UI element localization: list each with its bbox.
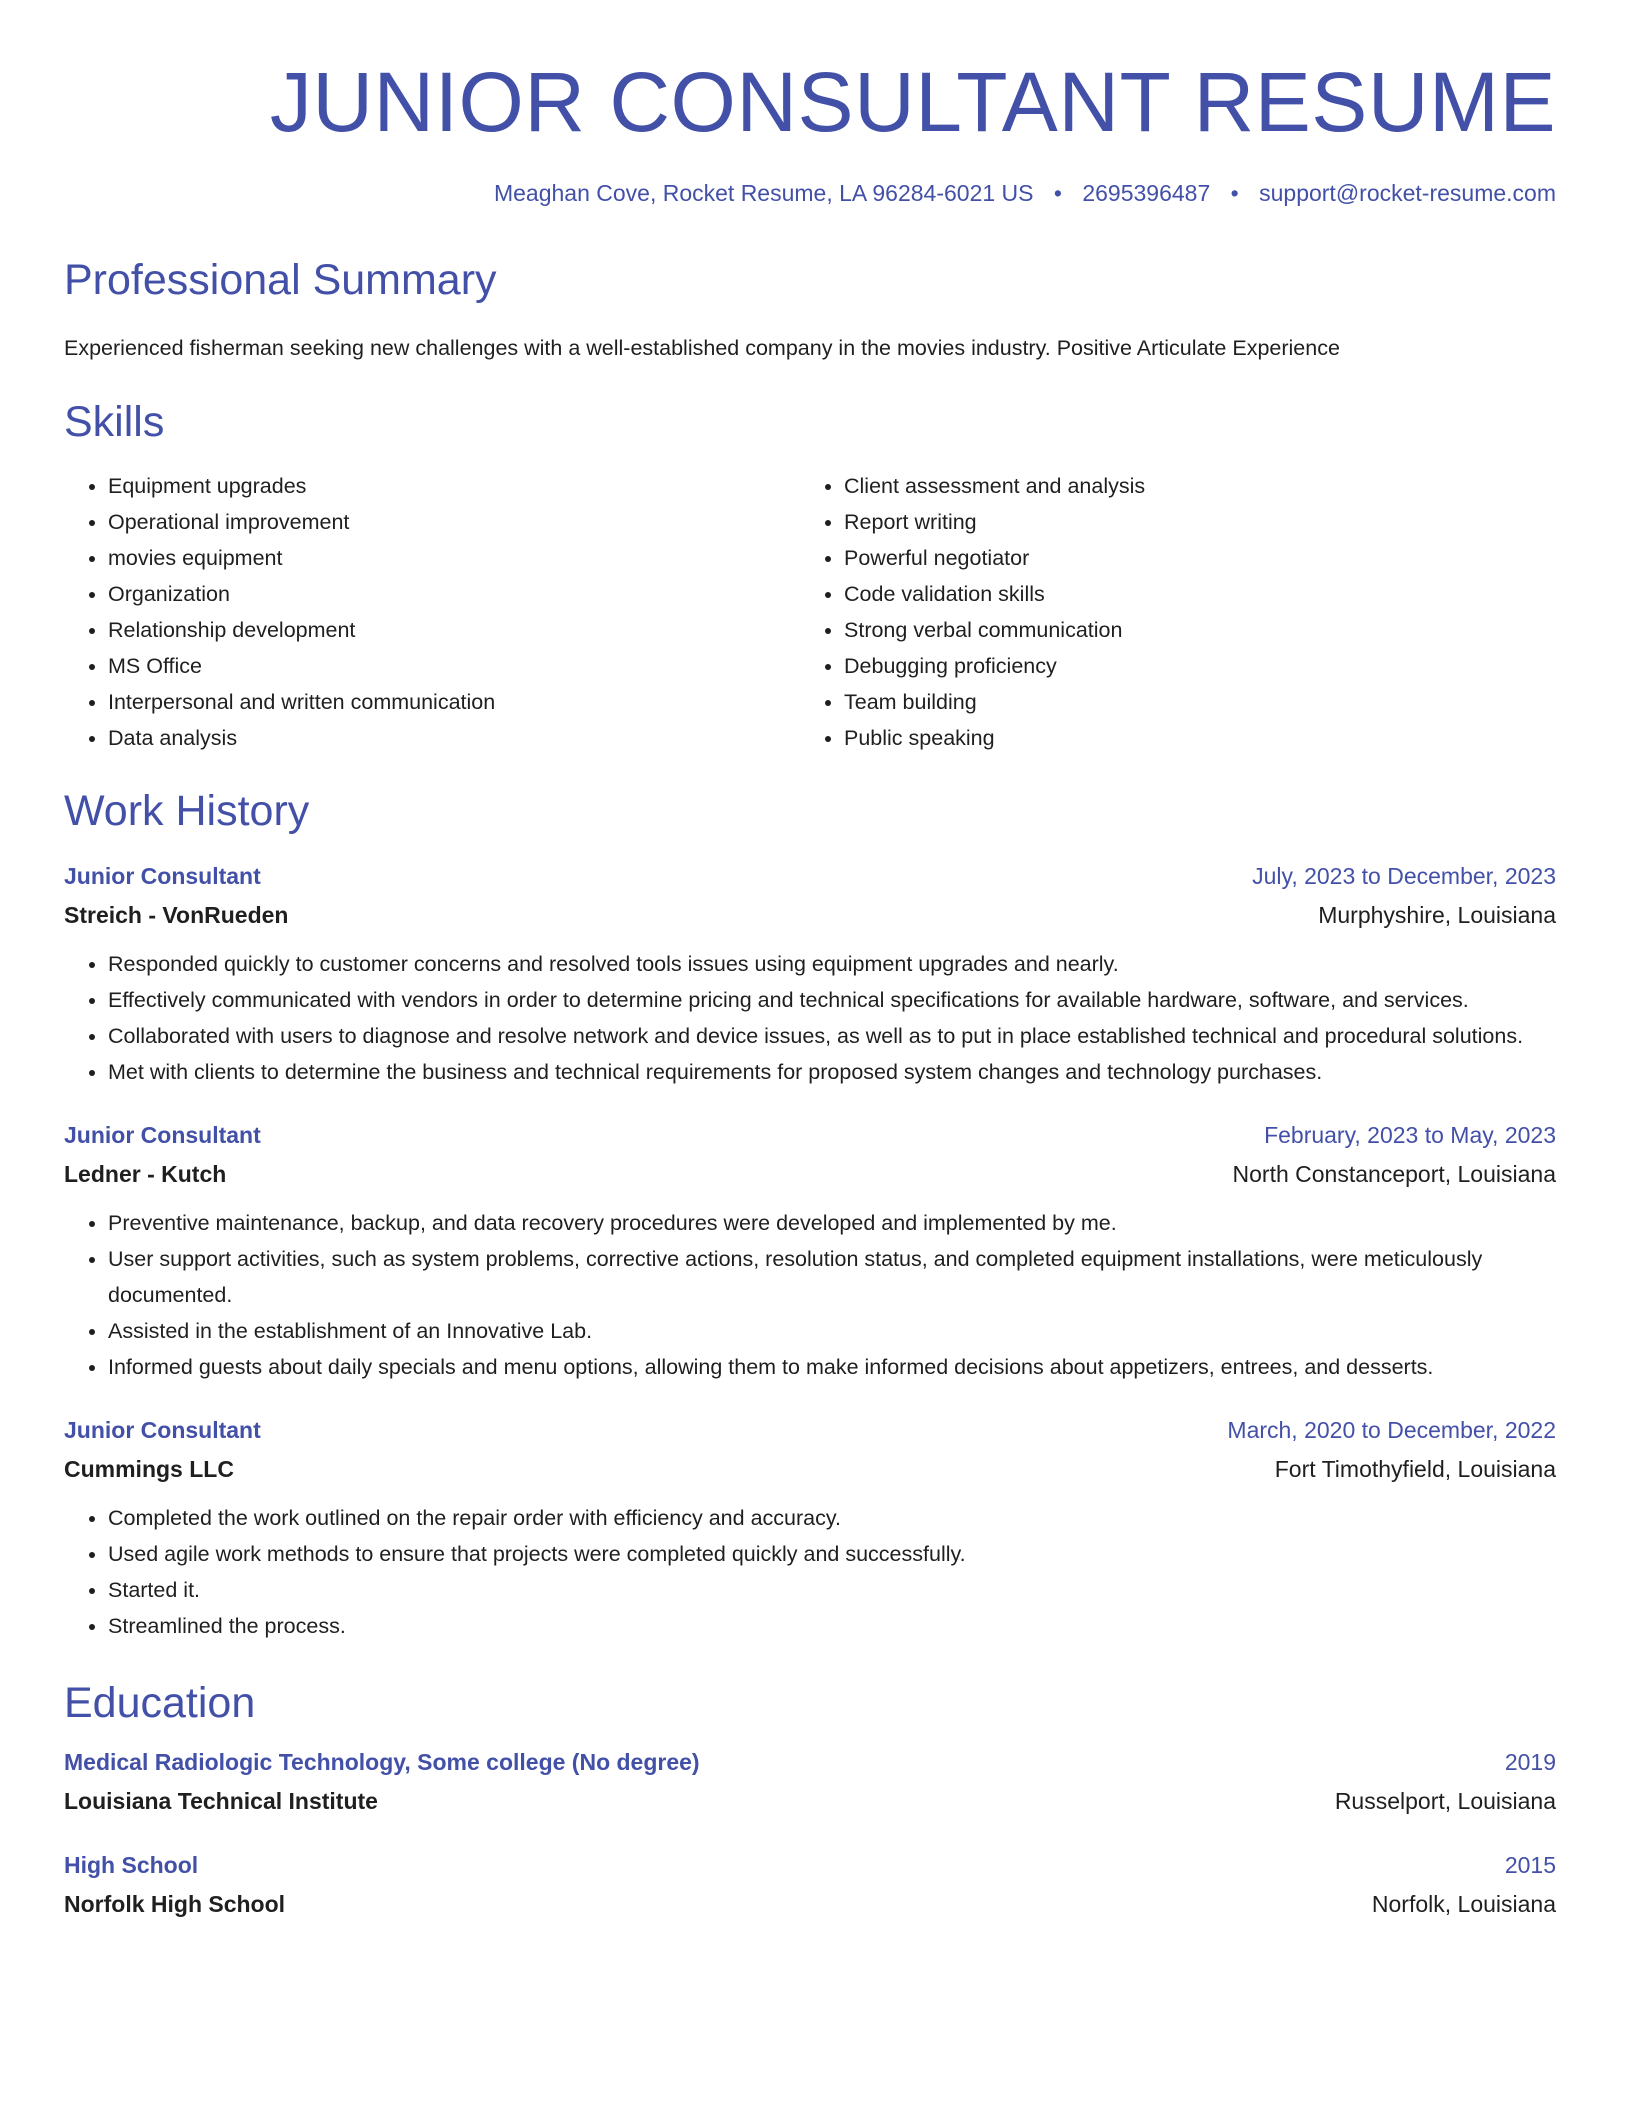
- skill-item: • Interpersonal and written communication: [108, 684, 800, 720]
- skill-item: • Client assessment and analysis: [844, 468, 1536, 504]
- job-bullet: • Streamlined the process.: [108, 1608, 1556, 1644]
- contact-email: support@rocket-resume.com: [1259, 180, 1556, 206]
- job-company: Streich - VonRueden: [64, 902, 289, 928]
- skill-item: • MS Office: [108, 648, 800, 684]
- skill-item: • movies equipment: [108, 540, 800, 576]
- job-location: Murphyshire, Louisiana: [1318, 902, 1556, 928]
- job-bullet: • Preventive maintenance, backup, and data recovery procedures were developed and implemented by me.: [108, 1205, 1556, 1241]
- education-location: Norfolk, Louisiana: [1371, 1891, 1556, 1917]
- skills-left-column: [64, 468, 800, 756]
- skill-item: • Strong verbal communication: [844, 612, 1536, 648]
- job-bullet: • User support activities, such as system problems, corrective actions, resolution status, and completed equipment installations, were meticulously documented.: [108, 1241, 1556, 1313]
- job-title: Junior Consultant: [64, 1122, 261, 1148]
- education-entry: [64, 1745, 1556, 1818]
- summary-heading: Professional Summary: [64, 256, 497, 304]
- skills-grid: [64, 468, 1556, 756]
- job-title: Junior Consultant: [64, 863, 261, 889]
- job-dates: February, 2023 to May, 2023: [1264, 1122, 1556, 1148]
- education-year: 2019: [1504, 1749, 1556, 1775]
- resume-page: [64, 0, 1556, 1921]
- skill-item: • Operational improvement: [108, 504, 800, 540]
- job-location: Fort Timothyfield, Louisiana: [1274, 1456, 1556, 1482]
- contact-phone: 2695396487: [1082, 180, 1211, 206]
- skill-item: • Public speaking: [844, 720, 1536, 756]
- job-location: North Constanceport, Louisiana: [1232, 1161, 1556, 1187]
- work-entry: [64, 859, 1556, 1090]
- job-bullets: [64, 1500, 1556, 1644]
- education-school: Louisiana Technical Institute: [64, 1788, 378, 1814]
- work-history-heading: Work History: [64, 787, 310, 835]
- education-degree: High School: [64, 1852, 199, 1878]
- education-year: 2015: [1504, 1852, 1556, 1878]
- job-company: Ledner - Kutch: [64, 1161, 227, 1187]
- job-title: Junior Consultant: [64, 1417, 261, 1443]
- education-school: Norfolk High School: [64, 1891, 286, 1917]
- skill-item: • Team building: [844, 684, 1536, 720]
- job-company: Cummings LLC: [64, 1456, 234, 1482]
- skill-item: • Equipment upgrades: [108, 468, 800, 504]
- job-bullet: • Informed guests about daily specials and menu options, allowing them to make informed decisions about appetizers, entrees, and desserts.: [108, 1349, 1556, 1385]
- education-entry: [64, 1848, 1556, 1921]
- job-bullet: • Met with clients to determine the business and technical requirements for proposed system changes and technology purchases.: [108, 1054, 1556, 1090]
- education-heading: Education: [64, 1679, 256, 1727]
- resume-title: JUNIOR CONSULTANT RESUME: [269, 55, 1556, 149]
- job-bullet: • Used agile work methods to ensure that projects were completed quickly and successfully.: [108, 1536, 1556, 1572]
- job-bullet: • Responded quickly to customer concerns and resolved tools issues using equipment upgrades and nearly.: [108, 946, 1556, 982]
- skills-heading: Skills: [64, 398, 165, 446]
- contact-separator: •: [1053, 180, 1062, 206]
- skill-item: • Powerful negotiator: [844, 540, 1536, 576]
- contact-line: [64, 180, 1556, 207]
- summary-text: Experienced fisherman seeking new challenges with a well-established company in the movies industry. Positive Articulate Experience: [64, 336, 1340, 360]
- skill-item: • Debugging proficiency: [844, 648, 1536, 684]
- skill-item: • Data analysis: [108, 720, 800, 756]
- contact-address: Meaghan Cove, Rocket Resume, LA 96284-6021 US: [493, 180, 1034, 206]
- job-bullet: • Started it.: [108, 1572, 1556, 1608]
- job-bullet: • Collaborated with users to diagnose and resolve network and device issues, as well as to put in place established technical and procedural solutions.: [108, 1018, 1556, 1054]
- skill-item: • Code validation skills: [844, 576, 1536, 612]
- job-bullets: [64, 1205, 1556, 1385]
- work-entry: [64, 1413, 1556, 1644]
- job-bullet: • Effectively communicated with vendors in order to determine pricing and technical specifications for available hardware, software, and services.: [108, 982, 1556, 1018]
- job-bullet: • Completed the work outlined on the repair order with efficiency and accuracy.: [108, 1500, 1556, 1536]
- skill-item: • Organization: [108, 576, 800, 612]
- skill-item: • Report writing: [844, 504, 1536, 540]
- job-dates: July, 2023 to December, 2023: [1252, 863, 1556, 889]
- job-dates: March, 2020 to December, 2022: [1227, 1417, 1556, 1443]
- job-bullets: [64, 946, 1556, 1090]
- education-degree: Medical Radiologic Technology, Some college (No degree): [64, 1749, 700, 1775]
- job-bullet: • Assisted in the establishment of an Innovative Lab.: [108, 1313, 1556, 1349]
- education-location: Russelport, Louisiana: [1334, 1788, 1556, 1814]
- skill-item: • Relationship development: [108, 612, 800, 648]
- contact-separator: •: [1230, 180, 1239, 206]
- work-entry: [64, 1118, 1556, 1385]
- skills-right-column: [800, 468, 1536, 756]
